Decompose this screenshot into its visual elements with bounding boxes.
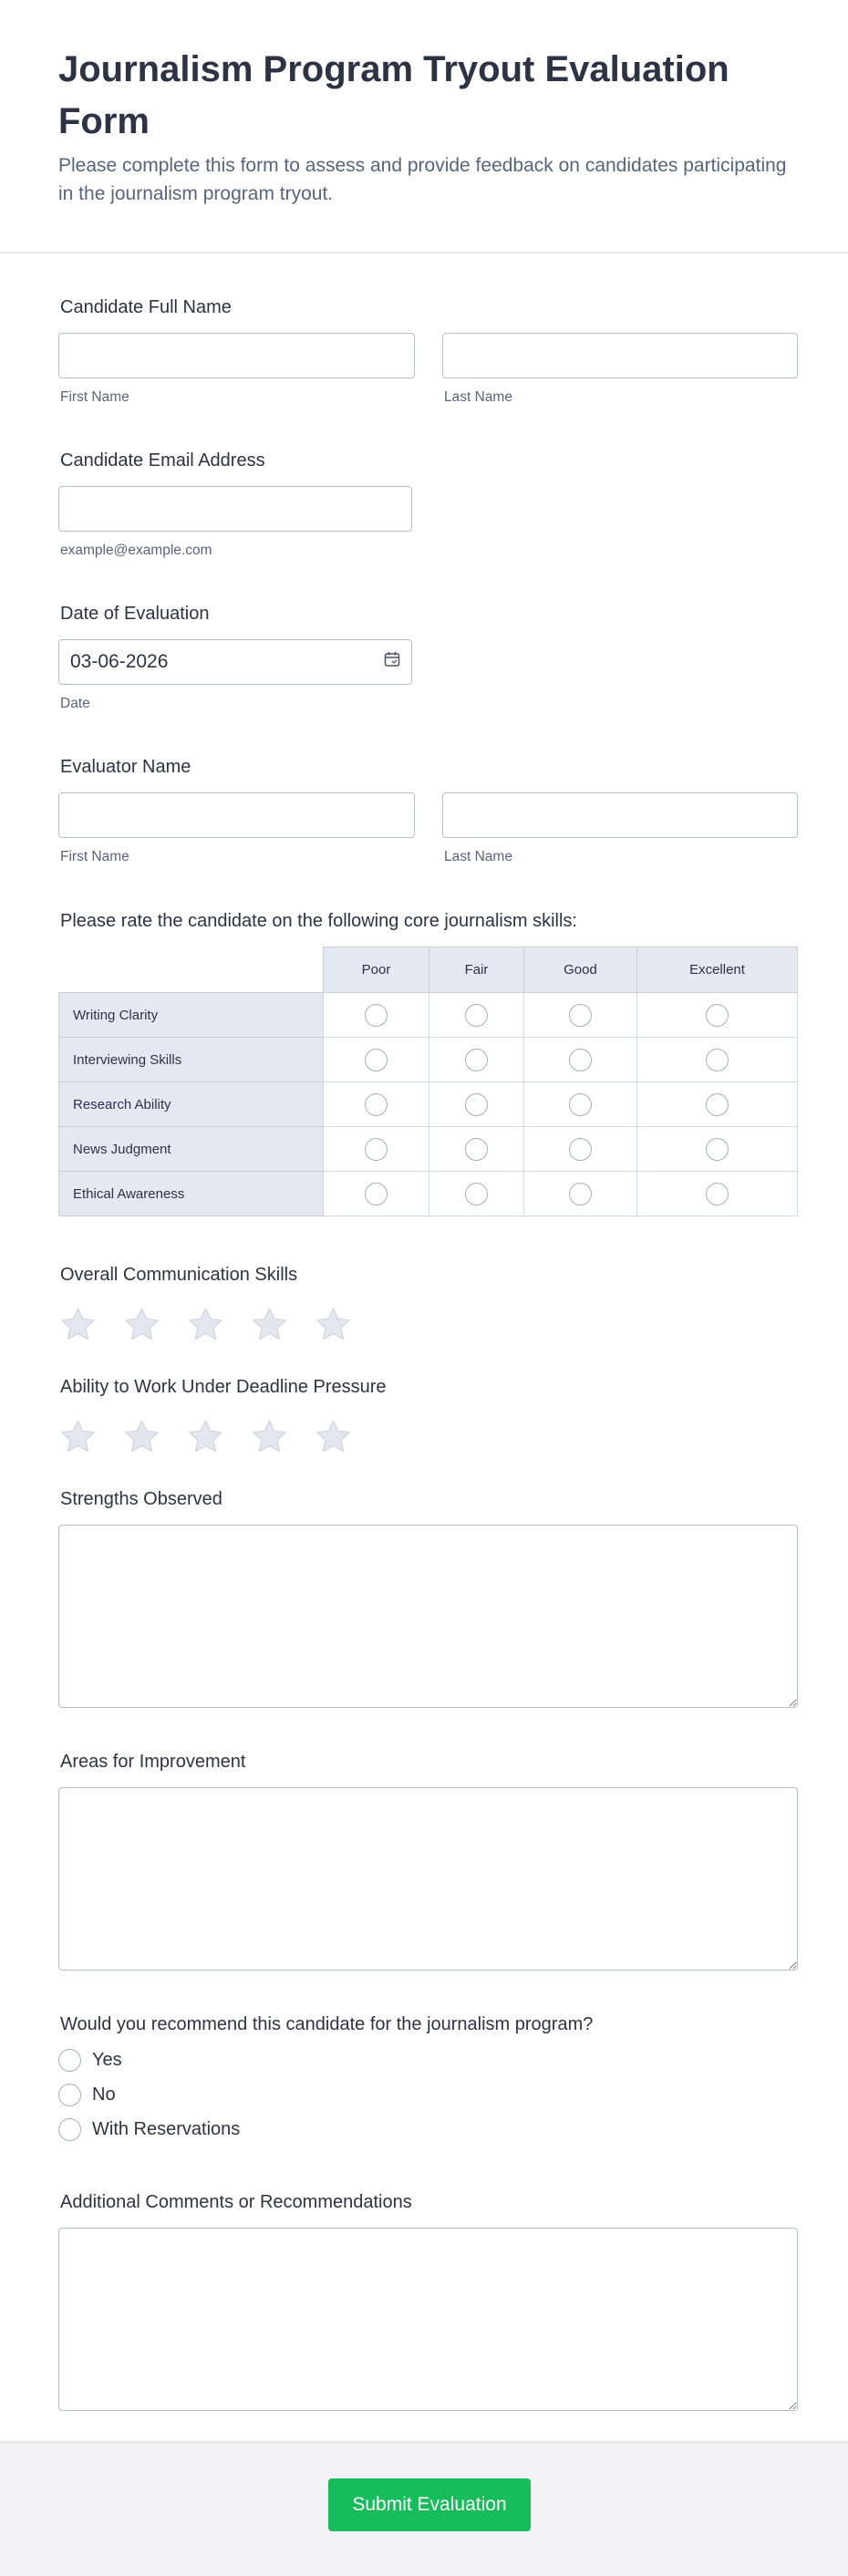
star-icon[interactable] bbox=[58, 1306, 98, 1343]
form-footer bbox=[0, 2442, 848, 2576]
recommend-option-yes[interactable] bbox=[58, 2043, 798, 2077]
news-judgment-excellent-radio[interactable] bbox=[706, 1138, 729, 1161]
deadline-star-rating bbox=[58, 1418, 798, 1455]
evaluator-first-name-input[interactable] bbox=[58, 792, 415, 838]
candidate-email-field bbox=[58, 450, 798, 559]
candidate-email-sublabel: example@example.com bbox=[60, 543, 212, 558]
matrix-row-label: Ethical Awareness bbox=[59, 1172, 324, 1216]
comments-label: Additional Comments or Recommendations bbox=[60, 2192, 412, 2212]
interviewing-skills-excellent-radio[interactable] bbox=[706, 1049, 729, 1071]
recommend-options bbox=[58, 2043, 798, 2147]
ethical-awareness-poor-radio[interactable] bbox=[365, 1183, 388, 1205]
recommend-option-no[interactable] bbox=[58, 2077, 798, 2112]
candidate-first-name-input[interactable] bbox=[58, 333, 415, 378]
communication-star-rating bbox=[58, 1306, 798, 1343]
matrix-row-label: Research Ability bbox=[59, 1082, 324, 1127]
communication-rating-field bbox=[58, 1265, 798, 1343]
news-judgment-good-radio[interactable] bbox=[569, 1138, 592, 1161]
candidate-name-field bbox=[58, 297, 798, 406]
strengths-label: Strengths Observed bbox=[60, 1489, 222, 1509]
evaluator-name-label: Evaluator Name bbox=[60, 757, 191, 777]
skills-matrix-label: Please rate the candidate on the following core journalism skills: bbox=[60, 911, 577, 931]
strengths-field bbox=[58, 1489, 798, 1708]
star-icon[interactable] bbox=[250, 1418, 289, 1455]
comments-textarea[interactable] bbox=[58, 2228, 798, 2411]
ethical-awareness-good-radio[interactable] bbox=[569, 1183, 592, 1205]
star-icon[interactable] bbox=[250, 1306, 289, 1343]
star-icon[interactable] bbox=[122, 1306, 161, 1343]
strengths-textarea[interactable] bbox=[58, 1525, 798, 1708]
writing-clarity-excellent-radio[interactable] bbox=[706, 1004, 729, 1027]
candidate-name-label: Candidate Full Name bbox=[60, 297, 232, 317]
matrix-row-label: Writing Clarity bbox=[59, 993, 324, 1038]
comments-field bbox=[58, 2192, 798, 2411]
candidate-last-name-input[interactable] bbox=[442, 333, 798, 378]
star-icon[interactable] bbox=[122, 1418, 161, 1455]
table-row bbox=[59, 1038, 798, 1082]
evaluator-first-name-sublabel: First Name bbox=[60, 849, 129, 864]
recommend-option-with-reservations[interactable] bbox=[58, 2112, 798, 2147]
star-icon[interactable] bbox=[186, 1306, 225, 1343]
table-row bbox=[59, 1127, 798, 1172]
interviewing-skills-good-radio[interactable] bbox=[569, 1049, 592, 1071]
eval-date-label: Date of Evaluation bbox=[60, 604, 210, 624]
calendar-icon[interactable] bbox=[384, 651, 400, 673]
deadline-rating-field bbox=[58, 1377, 798, 1455]
research-ability-good-radio[interactable] bbox=[569, 1093, 592, 1116]
submit-button[interactable]: Submit Evaluation bbox=[328, 2478, 531, 2531]
recommend-with-reservations-radio[interactable] bbox=[58, 2118, 81, 2141]
page-title: Journalism Program Tryout Evaluation Form bbox=[58, 49, 729, 141]
matrix-col-good: Good bbox=[524, 947, 637, 993]
form-body bbox=[0, 253, 848, 2440]
matrix-row-label: Interviewing Skills bbox=[59, 1038, 324, 1082]
matrix-corner bbox=[59, 947, 324, 993]
recommend-option-label: No bbox=[92, 2084, 116, 2105]
candidate-last-name-sublabel: Last Name bbox=[444, 389, 512, 405]
improvement-label: Areas for Improvement bbox=[60, 1752, 246, 1772]
table-row bbox=[59, 993, 798, 1038]
recommend-label: Would you recommend this candidate for the journalism program? bbox=[60, 2014, 594, 2034]
recommend-yes-radio[interactable] bbox=[58, 2049, 81, 2072]
star-icon[interactable] bbox=[186, 1418, 225, 1455]
writing-clarity-poor-radio[interactable] bbox=[365, 1004, 388, 1027]
recommend-option-label: With Reservations bbox=[92, 2118, 241, 2139]
evaluator-last-name-input[interactable] bbox=[442, 792, 798, 838]
matrix-row-label: News Judgment bbox=[59, 1127, 324, 1172]
evaluator-last-name-sublabel: Last Name bbox=[444, 849, 512, 864]
research-ability-excellent-radio[interactable] bbox=[706, 1093, 729, 1116]
eval-date-input[interactable] bbox=[58, 639, 412, 685]
form-header bbox=[0, 0, 848, 253]
matrix-col-fair: Fair bbox=[429, 947, 524, 993]
interviewing-skills-poor-radio[interactable] bbox=[365, 1049, 388, 1071]
candidate-first-name-sublabel: First Name bbox=[60, 389, 129, 405]
matrix-col-excellent: Excellent bbox=[637, 947, 798, 993]
recommend-no-radio[interactable] bbox=[58, 2084, 81, 2106]
improvement-field bbox=[58, 1752, 798, 1971]
candidate-email-input[interactable] bbox=[58, 486, 412, 532]
improvement-textarea[interactable] bbox=[58, 1787, 798, 1971]
news-judgment-fair-radio[interactable] bbox=[465, 1138, 488, 1161]
writing-clarity-fair-radio[interactable] bbox=[465, 1004, 488, 1027]
page-subtitle: Please complete this form to assess and provide feedback on candidates participating in the journalism program tryout. bbox=[58, 155, 787, 204]
eval-date-value: 03-06-2026 bbox=[70, 651, 169, 672]
ethical-awareness-excellent-radio[interactable] bbox=[706, 1183, 729, 1205]
research-ability-fair-radio[interactable] bbox=[465, 1093, 488, 1116]
recommend-option-label: Yes bbox=[92, 2049, 122, 2070]
table-row bbox=[59, 1172, 798, 1216]
star-icon[interactable] bbox=[58, 1418, 98, 1455]
interviewing-skills-fair-radio[interactable] bbox=[465, 1049, 488, 1071]
writing-clarity-good-radio[interactable] bbox=[569, 1004, 592, 1027]
matrix-col-poor: Poor bbox=[324, 947, 429, 993]
candidate-email-label: Candidate Email Address bbox=[60, 450, 265, 471]
table-row bbox=[59, 1082, 798, 1127]
skills-matrix-table bbox=[58, 947, 798, 1216]
eval-date-field bbox=[58, 604, 798, 712]
star-icon[interactable] bbox=[314, 1306, 353, 1343]
star-icon[interactable] bbox=[314, 1418, 353, 1455]
research-ability-poor-radio[interactable] bbox=[365, 1093, 388, 1116]
skills-matrix-field bbox=[58, 911, 798, 1216]
eval-date-sublabel: Date bbox=[60, 696, 90, 711]
evaluator-name-field bbox=[58, 757, 798, 865]
ethical-awareness-fair-radio[interactable] bbox=[465, 1183, 488, 1205]
communication-rating-label: Overall Communication Skills bbox=[60, 1265, 298, 1285]
news-judgment-poor-radio[interactable] bbox=[365, 1138, 388, 1161]
deadline-rating-label: Ability to Work Under Deadline Pressure bbox=[60, 1377, 387, 1397]
recommend-field bbox=[58, 2014, 798, 2147]
